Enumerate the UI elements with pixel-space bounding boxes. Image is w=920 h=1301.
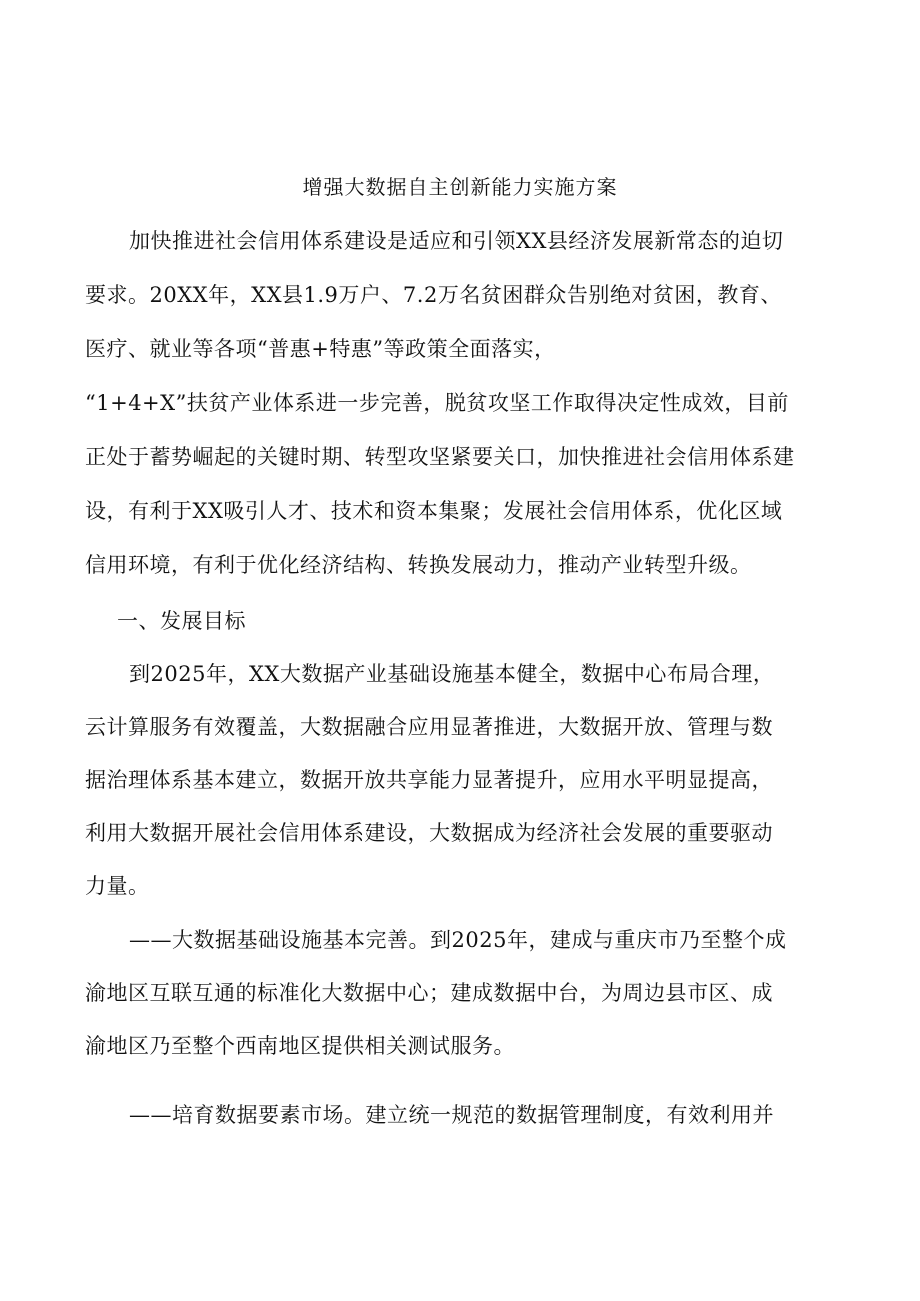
paragraph-line: 设，有利于XX吸引人才、技术和资本集聚；发展社会信用体系，优化区域: [85, 499, 783, 523]
paragraph-line: 正处于蓄势崛起的关键时期、转型攻坚紧要关口，加快推进社会信用体系建: [85, 445, 795, 469]
paragraph-line: 利用大数据开展社会信用体系建设，大数据成为经济社会发展的重要驱动: [85, 821, 773, 845]
paragraph-line: 到2025年，XX大数据产业基础设施基本健全，数据中心布局合理，: [129, 662, 775, 686]
page-title: 增强大数据自主创新能力实施方案: [302, 175, 618, 199]
paragraph-line: 据治理体系基本建立，数据开放共享能力显著提升，应用水平明显提高，: [85, 768, 773, 792]
paragraph-line: ——大数据基础设施基本完善。到2025年，建成与重庆市乃至整个成: [129, 928, 787, 952]
paragraph-line: 云计算服务有效覆盖，大数据融合应用显著推进，大数据开放、管理与数: [85, 715, 773, 739]
paragraph-line: 信用环境，有利于优化经济结构、转换发展动力，推动产业转型升级。: [85, 553, 752, 577]
paragraph-line: ——培育数据要素市场。建立统一规范的数据管理制度，有效利用并: [129, 1103, 774, 1127]
paragraph-line: 渝地区乃至整个西南地区提供相关测试服务。: [85, 1034, 515, 1058]
section-heading: 一、发展目标: [117, 609, 246, 633]
paragraph-line: 要求。20XX年，XX县1.9万户、7.2万名贫困群众告别绝对贫困，教育、: [85, 283, 782, 307]
paragraph-line: “1+4+X”扶贫产业体系进一步完善，脱贫攻坚工作取得决定性成效，目前: [85, 391, 789, 415]
paragraph-line: 加快推进社会信用体系建设是适应和引领XX县经济发展新常态的迫切: [129, 229, 784, 253]
paragraph-line: 力量。: [85, 874, 150, 898]
paragraph-line: 渝地区互联互通的标准化大数据中心；建成数据中台，为周边县市区、成: [85, 981, 773, 1005]
paragraph-line: 医疗、就业等各项“普惠+特惠”等政策全面落实，: [85, 337, 556, 361]
